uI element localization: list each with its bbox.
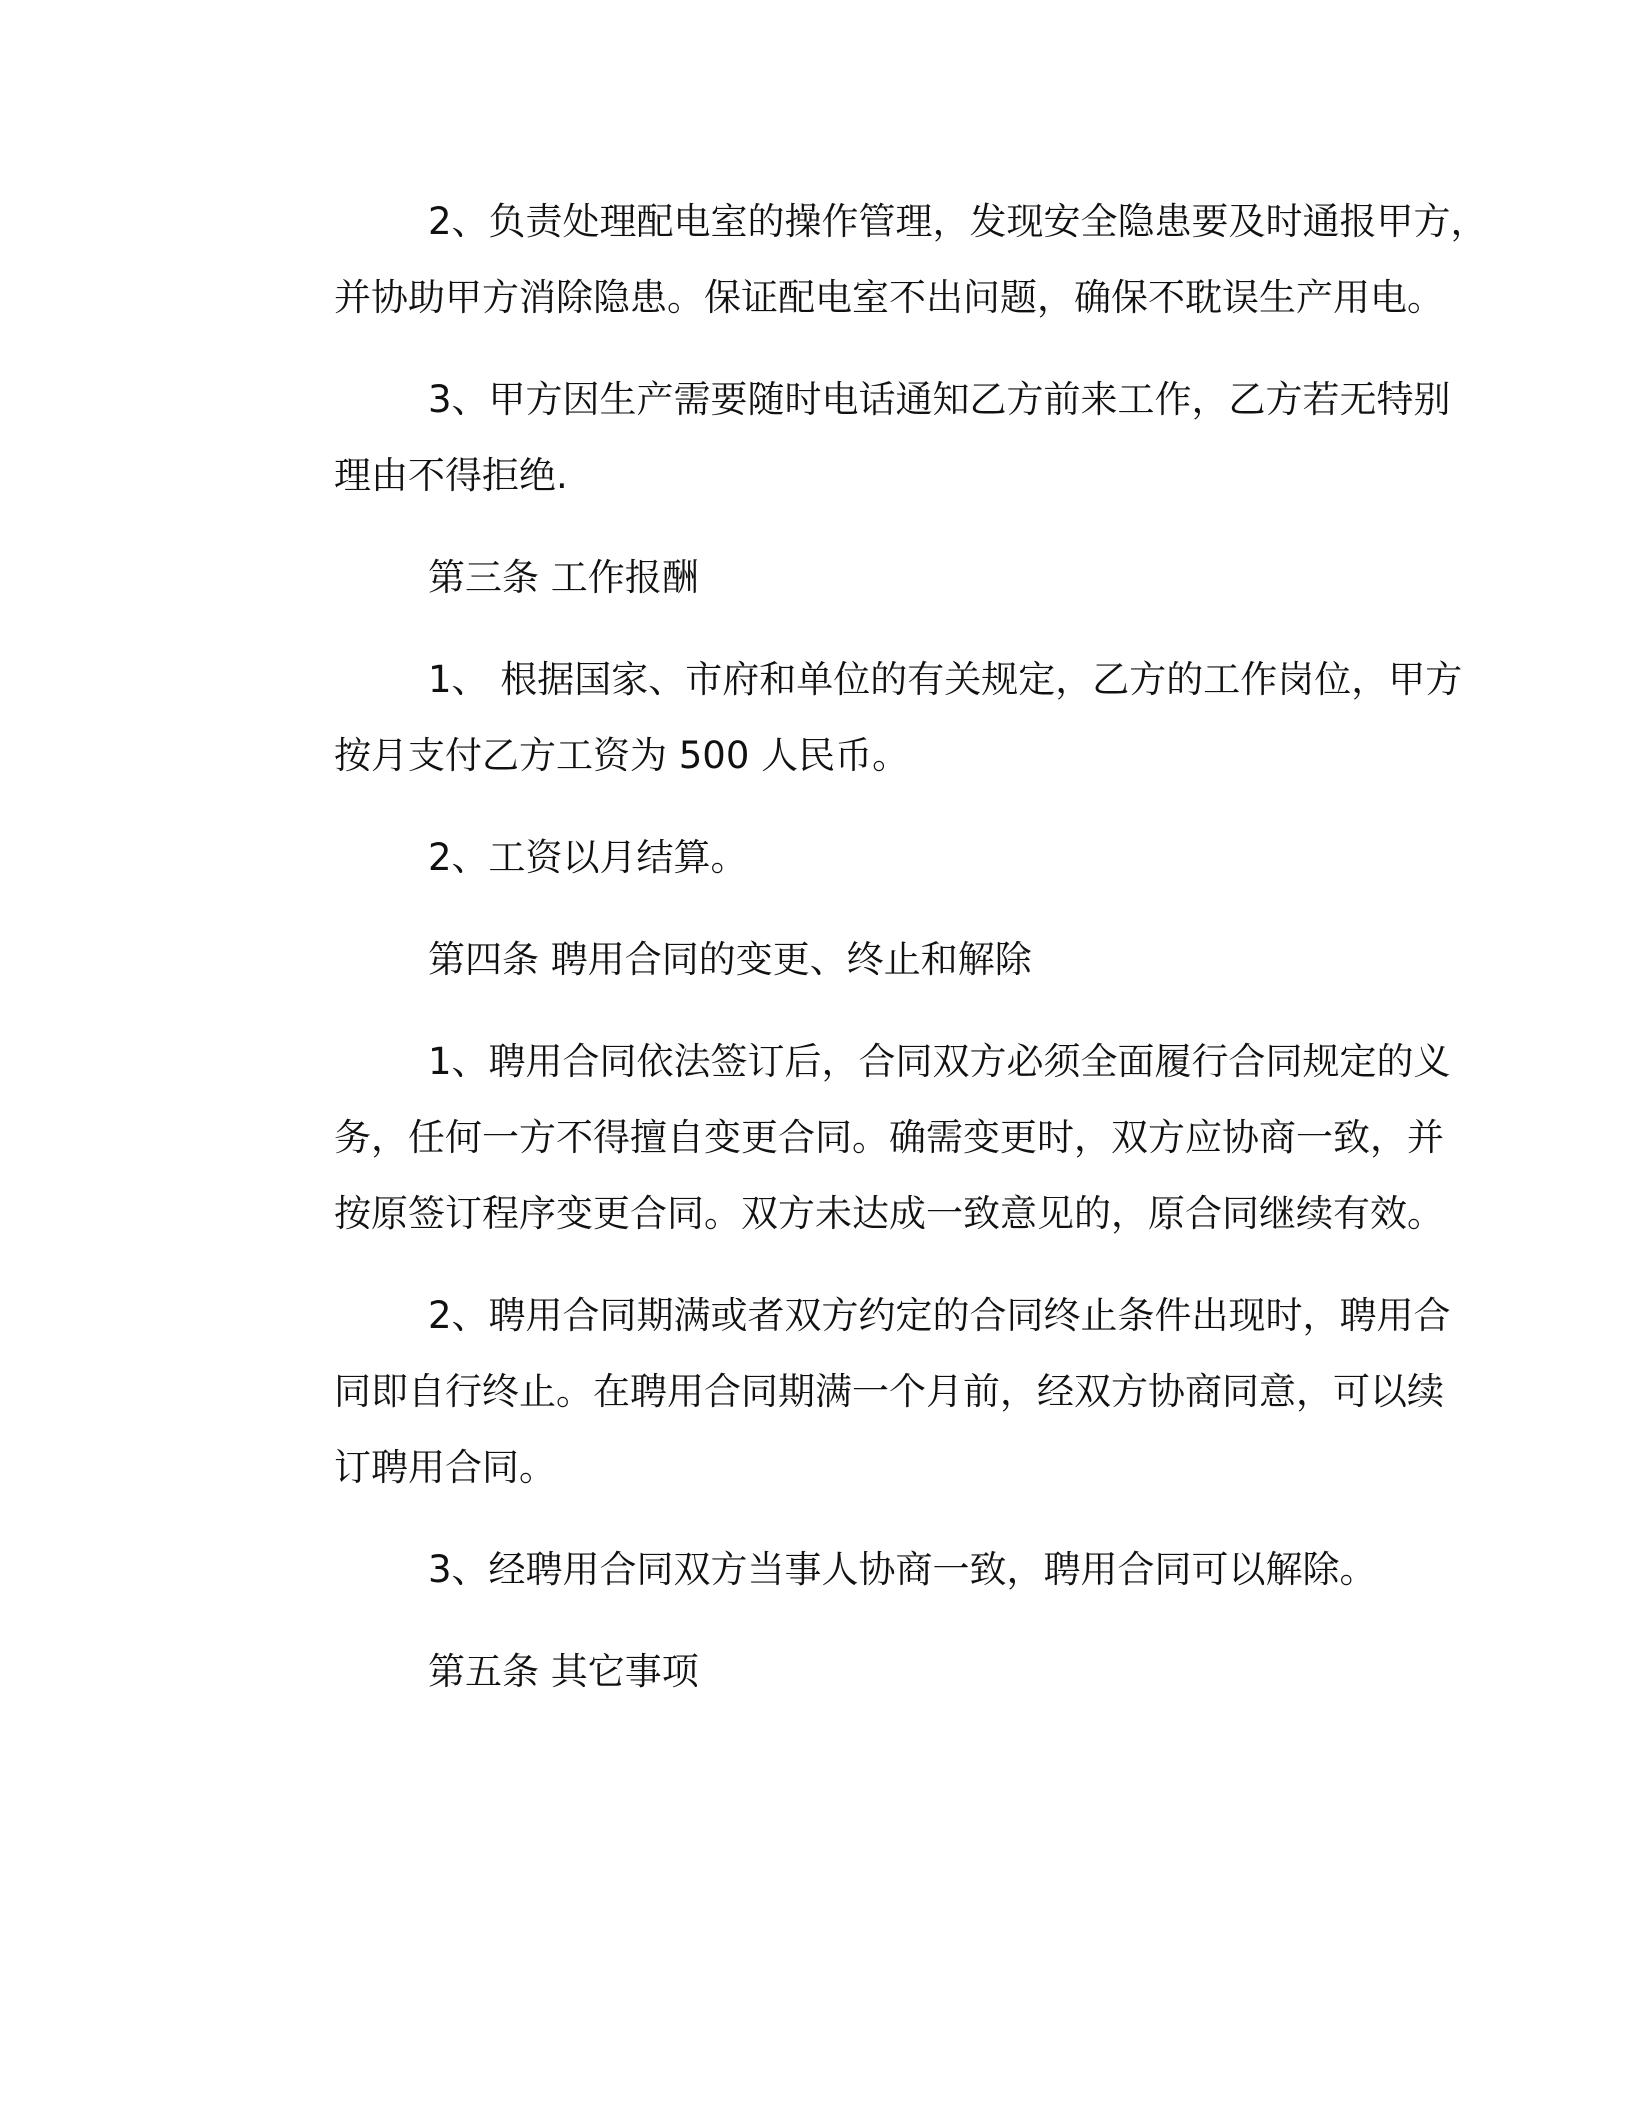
paragraph-contract-change-2 xyxy=(240,1278,1451,1506)
paragraph-contract-change-1 xyxy=(240,1024,1451,1252)
text-line: 3、甲方因生产需要随时电话通知乙方前来工作，乙方若无特别 xyxy=(428,378,1451,421)
text-line: 同即自行终止。在聘用合同期满一个月前，经双方协商同意，可以续 xyxy=(334,1370,1444,1413)
heading-text: 第四条 聘用合同的变更、终止和解除 xyxy=(428,938,1032,981)
section-heading-article-5 xyxy=(240,1634,1400,1710)
paragraph-contract-change-3 xyxy=(240,1532,1400,1608)
text-line: 2、工资以月结算。 xyxy=(428,836,748,879)
text-line: 1、聘用合同依法签订后，合同双方必须全面履行合同规定的义 xyxy=(428,1040,1451,1083)
paragraph-item-3-duty xyxy=(240,362,1451,514)
text-line: 务，任何一方不得擅自变更合同。确需变更时，双方应协商一致，并 xyxy=(334,1116,1444,1159)
document-body xyxy=(240,184,1488,1710)
text-line: 3、经聘用合同双方当事人协商一致，聘用合同可以解除。 xyxy=(428,1548,1377,1591)
text-line: 按原签订程序变更合同。双方未达成一致意见的，原合同继续有效。 xyxy=(334,1192,1444,1235)
paragraph-salary-1 xyxy=(240,642,1463,794)
text-line: 并协助甲方消除隐患。保证配电室不出问题，确保不耽误生产用电。 xyxy=(334,276,1444,319)
section-heading-article-3 xyxy=(240,540,1400,616)
text-line: 2、负责处理配电室的操作管理，发现安全隐患要及时通报甲方， xyxy=(428,200,1488,243)
section-heading-article-4 xyxy=(240,922,1400,998)
text-line: 理由不得拒绝. xyxy=(334,454,568,497)
text-line: 2、聘用合同期满或者双方约定的合同终止条件出现时，聘用合 xyxy=(428,1294,1451,1337)
text-line: 订聘用合同。 xyxy=(334,1446,556,1489)
paragraph-item-2-duty xyxy=(240,184,1488,336)
paragraph-salary-2 xyxy=(240,820,1400,896)
text-line: 1、 根据国家、市府和单位的有关规定，乙方的工作岗位，甲方 xyxy=(428,658,1463,701)
heading-text: 第五条 其它事项 xyxy=(428,1650,699,1693)
text-line: 按月支付乙方工资为 500 人民币。 xyxy=(334,734,910,777)
heading-text: 第三条 工作报酬 xyxy=(428,556,699,599)
